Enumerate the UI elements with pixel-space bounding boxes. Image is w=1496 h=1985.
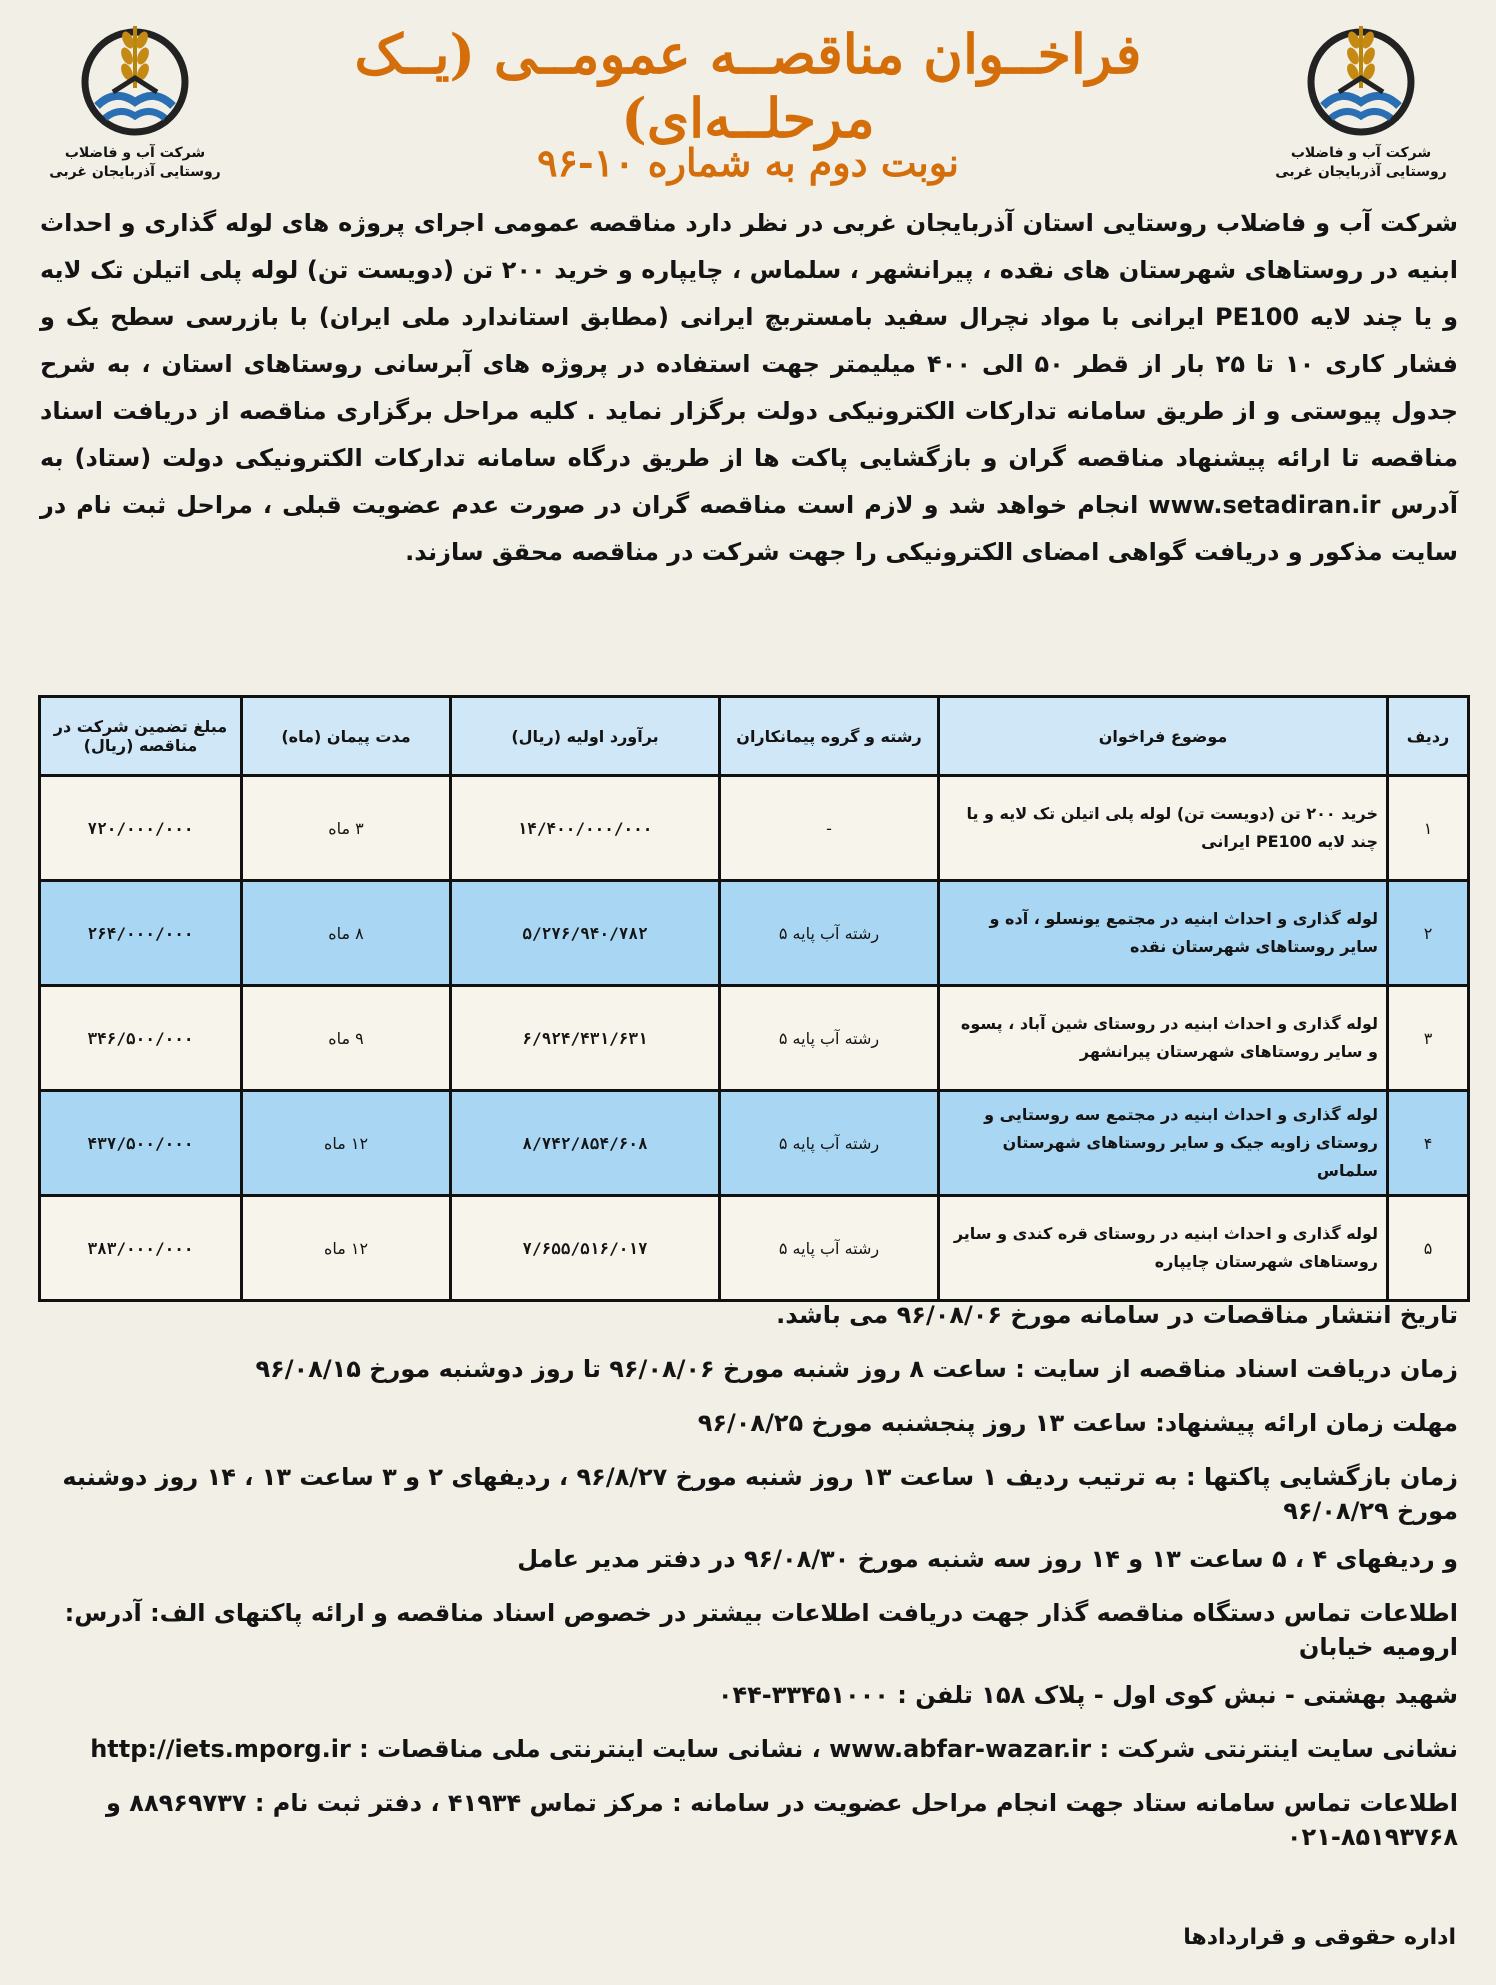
cell-contractor-group: رشته آب پایه ۵ bbox=[720, 881, 939, 986]
cell-contractor-group: رشته آب پایه ۵ bbox=[720, 986, 939, 1091]
cell-subject: خرید ۲۰۰ تن (دویست تن) لوله پلی اتیلن تک لایه و یا چند لایه PE100 ایرانی bbox=[939, 776, 1388, 881]
submission-deadline-line: مهلت زمان ارائه پیشنهاد: ساعت ۱۳ روز پنجشنبه مورخ ۹۶/۰۸/۲۵ bbox=[697, 1409, 1458, 1437]
header-initial-estimate: برآورد اولیه (ریال) bbox=[451, 697, 720, 776]
header-row-number: ردیف bbox=[1388, 697, 1469, 776]
cell-row-number: ۵ bbox=[1388, 1196, 1469, 1301]
cell-contract-duration: ۹ ماه bbox=[242, 986, 451, 1091]
header-guarantee-amount: مبلغ تضمین شرکت در مناقصه (ریال) bbox=[40, 697, 242, 776]
contact-address-line: اطلاعات تماس دستگاه مناقصه گذار جهت دریافت اطلاعات بیشتر در خصوص اسناد مناقصه و ارائه پاکتهای الف: آدرس: ارومیه خیابان bbox=[64, 1599, 1458, 1661]
table-row bbox=[40, 1196, 1469, 1301]
cell-contract-duration: ۸ ماه bbox=[242, 881, 451, 986]
cell-contract-duration: ۳ ماه bbox=[242, 776, 451, 881]
table-row bbox=[40, 881, 1469, 986]
cell-subject: لوله گذاری و احداث ابنیه در مجتمع یونسلو ، آده و سایر روستاهای شهرستان نقده bbox=[939, 881, 1388, 986]
cell-row-number: ۲ bbox=[1388, 881, 1469, 986]
setad-contact-line: اطلاعات تماس سامانه ستاد جهت انجام مراحل عضویت در سامانه : مرکز تماس ۴۱۹۳۴ ، دفتر ثبت نام : ۸۸۹۶۹۷۳۷ و ۸۵۱۹۳۷۶۸-۰۲۱ bbox=[106, 1789, 1458, 1851]
cell-guarantee-amount: ۴۳۷/۵۰۰/۰۰۰ bbox=[40, 1091, 242, 1196]
cell-contractor-group: - bbox=[720, 776, 939, 881]
cell-contract-duration: ۱۲ ماه bbox=[242, 1091, 451, 1196]
logo-caption-left: شرکت آب و فاضلاب روستایی آذربایجان غربی bbox=[49, 145, 221, 180]
header-contractor-group: رشته و گروه پیمانکاران bbox=[720, 697, 939, 776]
opening-time-line-continued: و ردیفهای ۴ ، ۵ ساعت ۱۳ و ۱۴ روز سه شنبه مورخ ۹۶/۰۸/۳۰ در دفتر مدیر عامل bbox=[517, 1545, 1458, 1573]
publish-date-line: تاریخ انتشار مناقصات در سامانه مورخ ۹۶/۰۸/۰۶ می باشد. bbox=[776, 1301, 1458, 1329]
opening-time-line: زمان بازگشایی پاکتها : به ترتیب ردیف ۱ ساعت ۱۳ روز شنبه مورخ ۹۶/۸/۲۷ ، ردیفهای ۲ و ۳ ساعت ۱۳ ، ۱۴ روز دوشنبه مورخ ۹۶/۰۸/۲۹ bbox=[62, 1463, 1458, 1525]
logo-caption-right: شرکت آب و فاضلاب روستایی آذربایجان غربی bbox=[1275, 145, 1447, 180]
cell-row-number: ۱ bbox=[1388, 776, 1469, 881]
logo-left bbox=[40, 18, 230, 182]
water-wheat-emblem-icon bbox=[1301, 18, 1421, 138]
intro-paragraph: شرکت آب و فاضلاب روستایی استان آذربایجان غربی در نظر دارد مناقصه عمومی اجرای پروژه های لوله گذاری و احداث ابنیه در روستاهای شهرستان های نقده ، پیرانشهر ، سلماس ، چایپاره و خرید ۲۰۰ تن (دویست تن) لوله پلی اتیلن تک لایه و یا چند لایه PE100 ایرانی با مواد نچرال سفید بامستربچ ایرانی (مطابق استاندارد ملی ایران) با بازرسی سطح یک و فشار کاری ۱۰ تا ۲۵ بار از قطر ۵۰ الی ۴۰۰ میلیمتر جهت استفاده در پروژه های آبرسانی روستاهای استان ، به شرح جدول پیوستی و از طریق سامانه تدارکات الکترونیکی دولت برگزار نماید . کلیه مراحل برگزاری مناقصه از دریافت اسناد مناقصه تا ارائه پیشنهاد مناقصه گران و بازگشایی پاکت ها از طریق درگاه سامانه تدارکات الکترونیکی دولت (ستاد) به آدرس www.setadiran.ir انجام خواهد شد و لازم است مناقصه گران در صورت عدم عضویت قبلی ، مراحل ثبت نام در سایت مذکور و دریافت گواهی امضای الکترونیکی را جهت شرکت در مناقصه محقق سازند. bbox=[40, 209, 1459, 566]
logo-right bbox=[1266, 18, 1456, 182]
cell-subject: لوله گذاری و احداث ابنیه در روستای شین آباد ، پسوه و سایر روستاهای شهرستان پیرانشهر bbox=[939, 986, 1388, 1091]
cell-initial-estimate: ۵/۲۷۶/۹۴۰/۷۸۲ bbox=[451, 881, 720, 986]
tender-details bbox=[40, 1298, 1458, 1854]
table-row bbox=[40, 776, 1469, 881]
table-row bbox=[40, 986, 1469, 1091]
cell-subject: لوله گذاری و احداث ابنیه در مجتمع سه روستایی و روستای زاویه جیک و سایر روستاهای شهرستان سلماس bbox=[939, 1091, 1388, 1196]
table-header-row bbox=[40, 697, 1469, 776]
legal-department-signature: اداره حقوقی و قراردادها bbox=[1183, 1925, 1456, 1950]
cell-row-number: ۳ bbox=[1388, 986, 1469, 1091]
cell-guarantee-amount: ۷۲۰/۰۰۰/۰۰۰ bbox=[40, 776, 242, 881]
cell-initial-estimate: ۶/۹۲۴/۴۳۱/۶۳۱ bbox=[451, 986, 720, 1091]
cell-contract-duration: ۱۲ ماه bbox=[242, 1196, 451, 1301]
document-receipt-line: زمان دریافت اسناد مناقصه از سایت : ساعت ۸ روز شنبه مورخ ۹۶/۰۸/۰۶ تا روز دوشنبه مورخ ۹۶/۰۸/۱۵ bbox=[255, 1355, 1458, 1383]
cell-contractor-group: رشته آب پایه ۵ bbox=[720, 1196, 939, 1301]
cell-guarantee-amount: ۲۶۴/۰۰۰/۰۰۰ bbox=[40, 881, 242, 986]
notice-subtitle: نوبت دوم به شماره ۱۰-۹۶ bbox=[537, 140, 959, 185]
header-contract-duration: مدت پیمان (ماه) bbox=[242, 697, 451, 776]
cell-contractor-group: رشته آب پایه ۵ bbox=[720, 1091, 939, 1196]
cell-subject: لوله گذاری و احداث ابنیه در روستای قره کندی و سایر روستاهای شهرستان چایپاره bbox=[939, 1196, 1388, 1301]
table-row bbox=[40, 1091, 1469, 1196]
cell-initial-estimate: ۷/۶۵۵/۵۱۶/۰۱۷ bbox=[451, 1196, 720, 1301]
contact-phone-line: شهید بهشتی - نبش کوی اول - پلاک ۱۵۸ تلفن : ۳۳۴۵۱۰۰۰-۰۴۴ bbox=[717, 1681, 1458, 1709]
cell-initial-estimate: ۸/۷۴۲/۸۵۴/۶۰۸ bbox=[451, 1091, 720, 1196]
cell-guarantee-amount: ۳۸۳/۰۰۰/۰۰۰ bbox=[40, 1196, 242, 1301]
tender-table bbox=[38, 695, 1470, 1302]
water-wheat-emblem-icon bbox=[75, 18, 195, 138]
cell-initial-estimate: ۱۴/۴۰۰/۰۰۰/۰۰۰ bbox=[451, 776, 720, 881]
notice-title: فراخــوان مناقصــه عمومــی (یــک مرحلــه‌ای) bbox=[354, 22, 1142, 150]
cell-row-number: ۴ bbox=[1388, 1091, 1469, 1196]
header-subject: موضوع فراخوان bbox=[939, 697, 1388, 776]
websites-line: نشانی سایت اینترنتی شرکت : www.abfar-wazar.ir ، نشانی سایت اینترنتی ملی مناقصات : http://iets.mporg.ir bbox=[90, 1735, 1458, 1763]
cell-guarantee-amount: ۳۴۶/۵۰۰/۰۰۰ bbox=[40, 986, 242, 1091]
